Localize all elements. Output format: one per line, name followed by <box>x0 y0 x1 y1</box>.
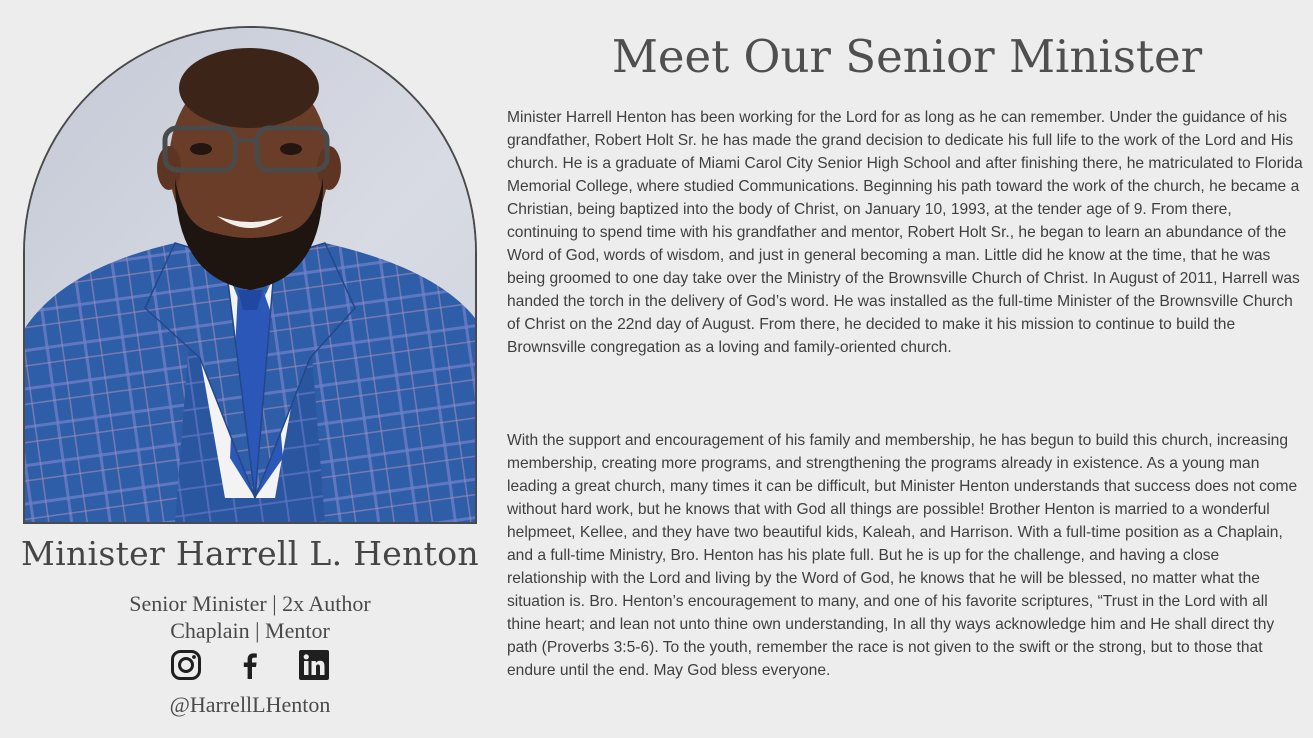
bio-paragraph-2: With the support and encouragement of his family and membership, he has begun to build this church, increasing membership, creating more programs, and strengthening the programs already in existence. As a young man leading a great church, many times it can be difficult, but Minister Henton understands that success does not come without hard work, but he knows that with God all things are possible! Brother Henton is married to a wonderful helpmeet, Kellee, and they have two beautiful kids, Kaleah, and Harrison. With a full-time position as a Chaplain, and a full-time Ministry, Bro. Henton has his plate full. But he is up for the challenge, and having a close relationship with the Lord and living by the Word of God, he knows that he will be blessed, no matter what the situation is. Bro. Henton’s encouragement to many, and one of his favorite scriptures, “Trust in the Lord with all thine heart; and lean not unto thine own understanding, In all thy ways acknowledge him and He shall direct thy path (Proverbs 3:5-6). To the youth, remember the race is not given to the swift or the strong, but to those that endure until the end. May God bless everyone. <box>507 432 1298 679</box>
minister-roles-line2: Chaplain | Mentor <box>170 618 330 643</box>
linkedin-icon[interactable] <box>298 649 330 681</box>
social-links <box>170 649 330 681</box>
minister-photo <box>23 26 477 524</box>
minister-roles-line1: Senior Minister | 2x Author <box>129 591 371 616</box>
bio-paragraph-1: Minister Harrell Henton has been working for the Lord for as long as he can remember. Under the guidance of his grandfather, Robert Holt Sr. he has made the grand decision to dedicate his full life to the work of the Lord and His church. He is a graduate of Miami Carol City Senior High School and after finishing there, he matriculated to Florida Memorial College, where studied Communications. Beginning his path toward the work of the church, he became a Christian, being baptized into the body of Christ, on January 10, 1993, at the tender age of 9. From there, continuing to spend time with his grandfather and mentor, Robert Holt Sr., he began to learn an abundance of the Word of God, words of wisdom, and just in general becoming a man. Little did he know at the time, that he was being groomed to one day take over the Ministry of the Brownsville Church of Christ. In August of 2011, Harrell was handed the torch in the delivery of God’s word. He was installed as the full-time Minister of the Brownsville Church of Christ on the 22nd day of August. From there, he decided to make it his mission to continue to build the Brownsville congregation as a loving and family-oriented church. <box>507 109 1303 356</box>
instagram-icon[interactable] <box>170 649 202 681</box>
facebook-icon[interactable] <box>234 649 266 681</box>
page-title: Meet Our Senior Minister <box>611 30 1203 83</box>
minister-name: Minister Harrell L. Henton <box>21 534 479 573</box>
minister-portrait-illustration <box>25 28 475 522</box>
social-handle[interactable]: @HarrellLHenton <box>169 692 331 717</box>
